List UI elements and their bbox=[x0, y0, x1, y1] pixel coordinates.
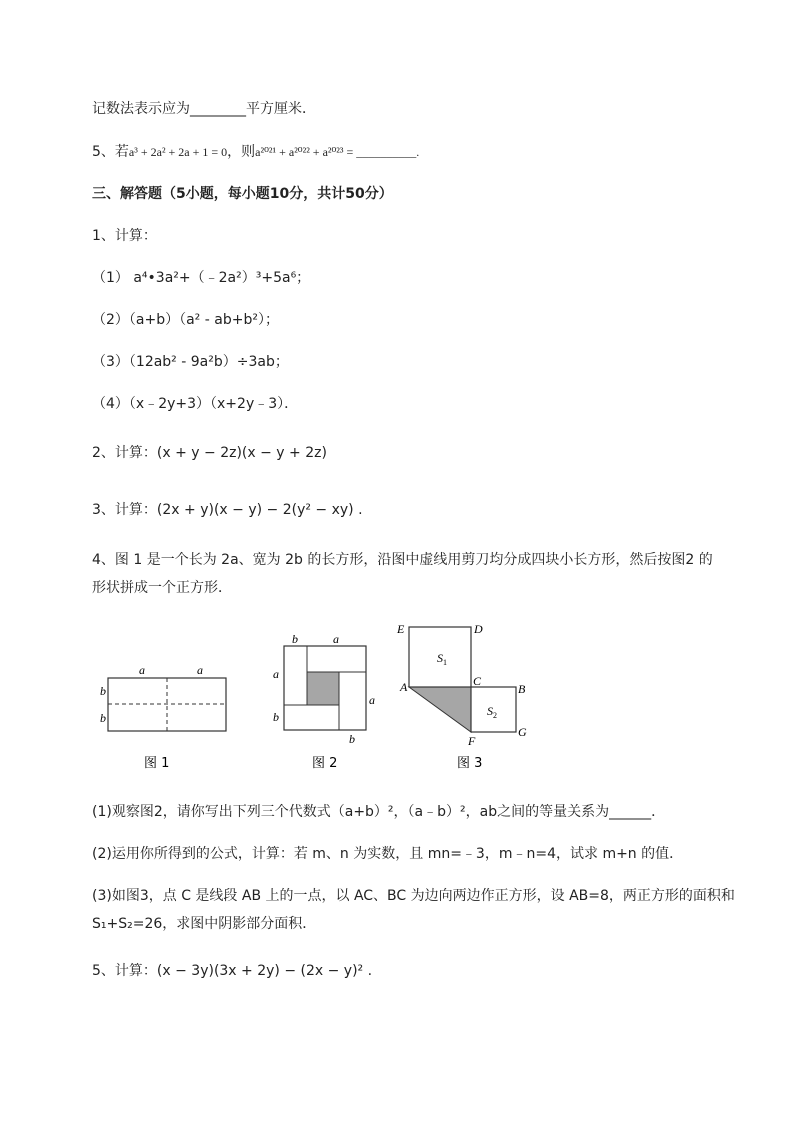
section-heading: 三、解答题（5小题，每小题10分，共计50分） bbox=[92, 186, 393, 202]
fig3-label-s1: $S_1$ bbox=[437, 651, 447, 667]
sub-question-3-line-1: (3)如图3，点 C 是线段 AB 上的一点，以 AC、BC 为边向两边作正方形，设 AB=8，两正方形的面积和 bbox=[92, 888, 735, 904]
problem-1-heading: 1、计算： bbox=[92, 228, 157, 244]
fig3-label-g: G bbox=[518, 725, 527, 739]
problem-1-part-1: （1） a⁴•3a²+（﹣2a²）³+5a⁶； bbox=[92, 270, 311, 286]
fig3-label-b: B bbox=[518, 682, 526, 696]
problem-4-line-1: 4、图 1 是一个长为 2a、宽为 2b 的长方形，沿图中虚线用剪刀均分成四块小长方形，然后按图2 的 bbox=[92, 552, 713, 568]
fig3-label-c: C bbox=[473, 674, 482, 688]
figure-2 bbox=[273, 632, 375, 771]
q5-prefix: 5、若 bbox=[92, 144, 129, 160]
fig2-shaded-square bbox=[307, 672, 339, 705]
problem-1-part-2: （2）（a+b）（a² - ab+b²）； bbox=[92, 312, 279, 328]
fig2-label-a-right: a bbox=[369, 693, 375, 707]
fig2-label-a-left: a bbox=[273, 667, 279, 681]
q5-expression: a²⁰²¹ + a²⁰²² + a²⁰²³ = __________. bbox=[255, 145, 420, 159]
sub-question-1: (1)观察图2，请你写出下列三个代数式（a+b）²，（a﹣b）²，ab之间的等量关系为______． bbox=[92, 804, 666, 820]
fig2-label-b-left: b bbox=[273, 710, 279, 724]
blank-line-1: 记数法表示应为________平方厘米． bbox=[92, 101, 316, 117]
fig1-caption: 图 1 bbox=[144, 756, 170, 771]
problem-1-part-3: （3）（12ab² - 9a²b）÷3ab； bbox=[92, 354, 289, 370]
figures-area bbox=[0, 615, 794, 795]
q5-mid: ，则 bbox=[227, 144, 256, 160]
fig1-label-b1: b bbox=[100, 684, 106, 698]
problem-5: 5、计算：(x − 3y)(3x + 2y) − (2x − y)² . bbox=[92, 963, 373, 979]
fig3-label-e: E bbox=[397, 622, 405, 636]
fig2-caption: 图 2 bbox=[312, 756, 338, 771]
problem-1-part-4: （4）（x﹣2y+3）（x+2y﹣3）． bbox=[92, 396, 299, 412]
fig2-label-b-bottom: b bbox=[349, 732, 355, 746]
problem-2: 2、计算：(x + y − 2z)(x − y + 2z) bbox=[92, 445, 327, 461]
sub-question-2: (2)运用你所得到的公式，计算：若 m、n 为实数，且 mn=﹣3，m﹣n=4，试求 m+n 的值． bbox=[92, 846, 684, 862]
problem-4-line-2: 形状拼成一个正方形． bbox=[92, 580, 232, 596]
fig3-shaded-triangle bbox=[409, 687, 471, 732]
fig3-square-s2 bbox=[471, 687, 516, 732]
fig3-label-d: D bbox=[474, 622, 483, 636]
fig1-label-a1: a bbox=[139, 663, 145, 677]
q5-condition: a³ + 2a² + 2a + 1 = 0 bbox=[128, 145, 228, 159]
figure-3 bbox=[396, 622, 527, 771]
fig2-label-a-top: a bbox=[333, 632, 339, 646]
fig2-label-b-top: b bbox=[292, 632, 298, 646]
fig3-label-a: A bbox=[400, 680, 408, 694]
sub-question-3-line-2: S₁+S₂=26，求图中阴影部分面积． bbox=[92, 916, 317, 932]
fig3-label-s2: $S_2$ bbox=[487, 704, 497, 720]
fig3-label-f: F bbox=[468, 734, 476, 748]
fig1-label-b2: b bbox=[100, 711, 106, 725]
problem-3: 3、计算：(2x + y)(x − y) − 2(y² − xy) . bbox=[92, 502, 363, 518]
figure-1 bbox=[100, 663, 226, 771]
fig3-caption: 图 3 bbox=[457, 756, 483, 771]
q5-line bbox=[92, 142, 419, 162]
fig1-label-a2: a bbox=[197, 663, 203, 677]
